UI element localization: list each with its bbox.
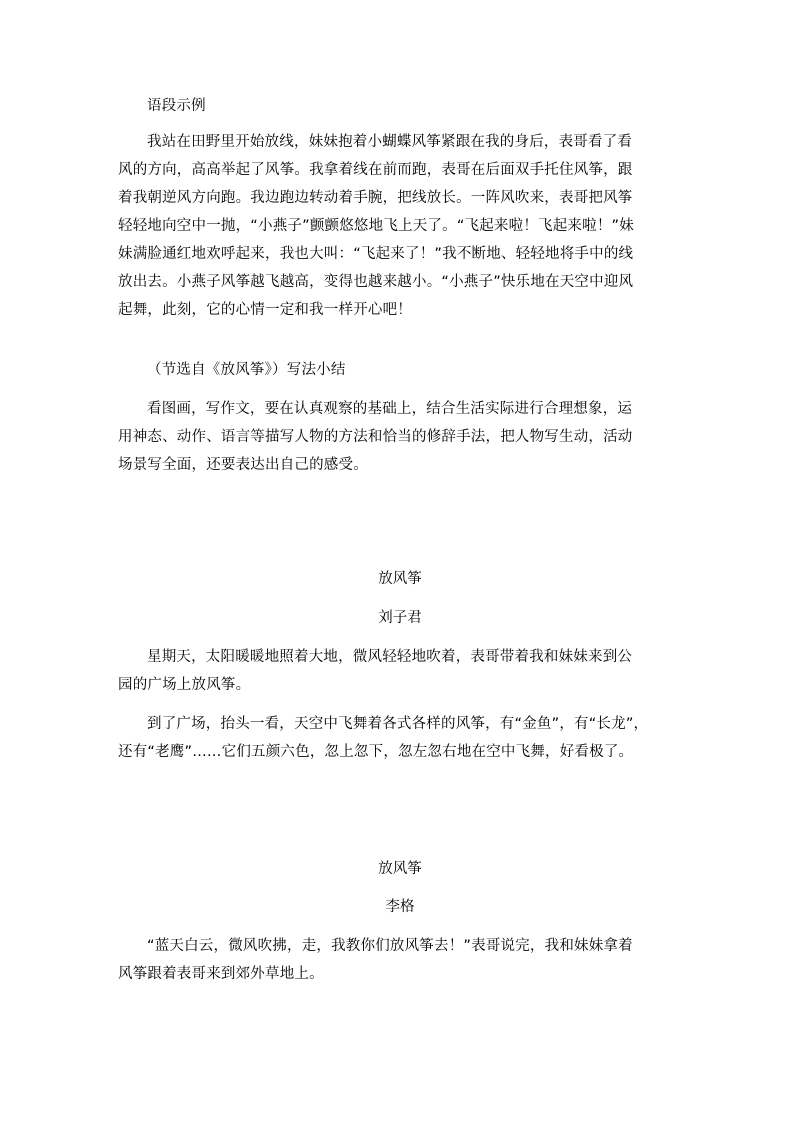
source-note xyxy=(118,356,711,384)
essay-paragraph xyxy=(118,932,682,988)
essay-author: 刘子君 xyxy=(378,610,422,626)
paragraph-line: 起舞，此刻，它的心情一定和我一样开心吧！ xyxy=(118,302,412,318)
source-text: （节选自《放风筝》）写法小结 xyxy=(147,362,346,378)
paragraph-line: 星期天，太阳暖暖地照着大地，微风轻轻地吹着，表哥带着我和妹妹来到公 xyxy=(147,649,633,665)
essay-title: 放风筝 xyxy=(378,861,422,877)
example-paragraph xyxy=(118,128,682,324)
summary-paragraph xyxy=(118,395,682,479)
essay-paragraph xyxy=(118,643,682,699)
paragraph-line: 园的广场上放风筝。 xyxy=(118,677,251,693)
paragraph-line: 风筝跟着表哥来到郊外草地上。 xyxy=(118,966,324,982)
paragraph-line: 风的方向，高高举起了风筝。我拿着线在前而跑，表哥在后面双手托住风筝，跟 xyxy=(118,162,633,178)
paragraph-line: 放出去。小燕子风筝越飞越高，变得也越来越小。“小燕子”快乐地在天空中迎风 xyxy=(118,274,634,290)
paragraph-line: “蓝天白云，微风吹拂，走，我教你们放风筝去！”表哥说完，我和妹妹拿着 xyxy=(147,938,633,954)
paragraph-line: 用神态、动作、语言等描写人物的方法和恰当的修辞手法，把人物写生动，活动 xyxy=(118,429,633,445)
paragraph-line: 场景写全面，还要表达出自己的感受。 xyxy=(118,457,368,473)
essay-paragraph xyxy=(118,710,682,766)
essay-title: 放风筝 xyxy=(378,571,422,587)
paragraph-line: 看图画，写作文，要在认真观察的基础上，结合生活实际进行合理想象，运 xyxy=(147,401,633,417)
heading-text: 语段示例 xyxy=(147,98,206,114)
paragraph-line: 着我朝逆风方向跑。我边跑边转动着手腕，把线放长。一阵风吹来，表哥把风筝 xyxy=(118,190,633,206)
paragraph-line: 轻轻地向空中一抛，“小燕子”颤颤悠悠地飞上天了。“飞起来啦！飞起来啦！”妹 xyxy=(118,218,634,234)
essay-author: 李格 xyxy=(385,899,415,915)
paragraph-line: 到了广场，抬头一看，天空中飞舞着各式各样的风筝，有“金鱼”，有“长龙”， xyxy=(147,716,649,732)
paragraph-line: 我站在田野里开始放线，妹妹抱着小蝴蝶风筝紧跟在我的身后，表哥看了看 xyxy=(147,134,633,150)
section-heading xyxy=(118,92,682,120)
paragraph-line: 妹满脸通红地欢呼起来，我也大叫：“飞起来了！”我不断地、轻轻地将手中的线 xyxy=(118,246,634,262)
paragraph-line: 还有“老鹰”……它们五颜六色，忽上忽下，忽左忽右地在空中飞舞，好看极了。 xyxy=(118,744,634,760)
